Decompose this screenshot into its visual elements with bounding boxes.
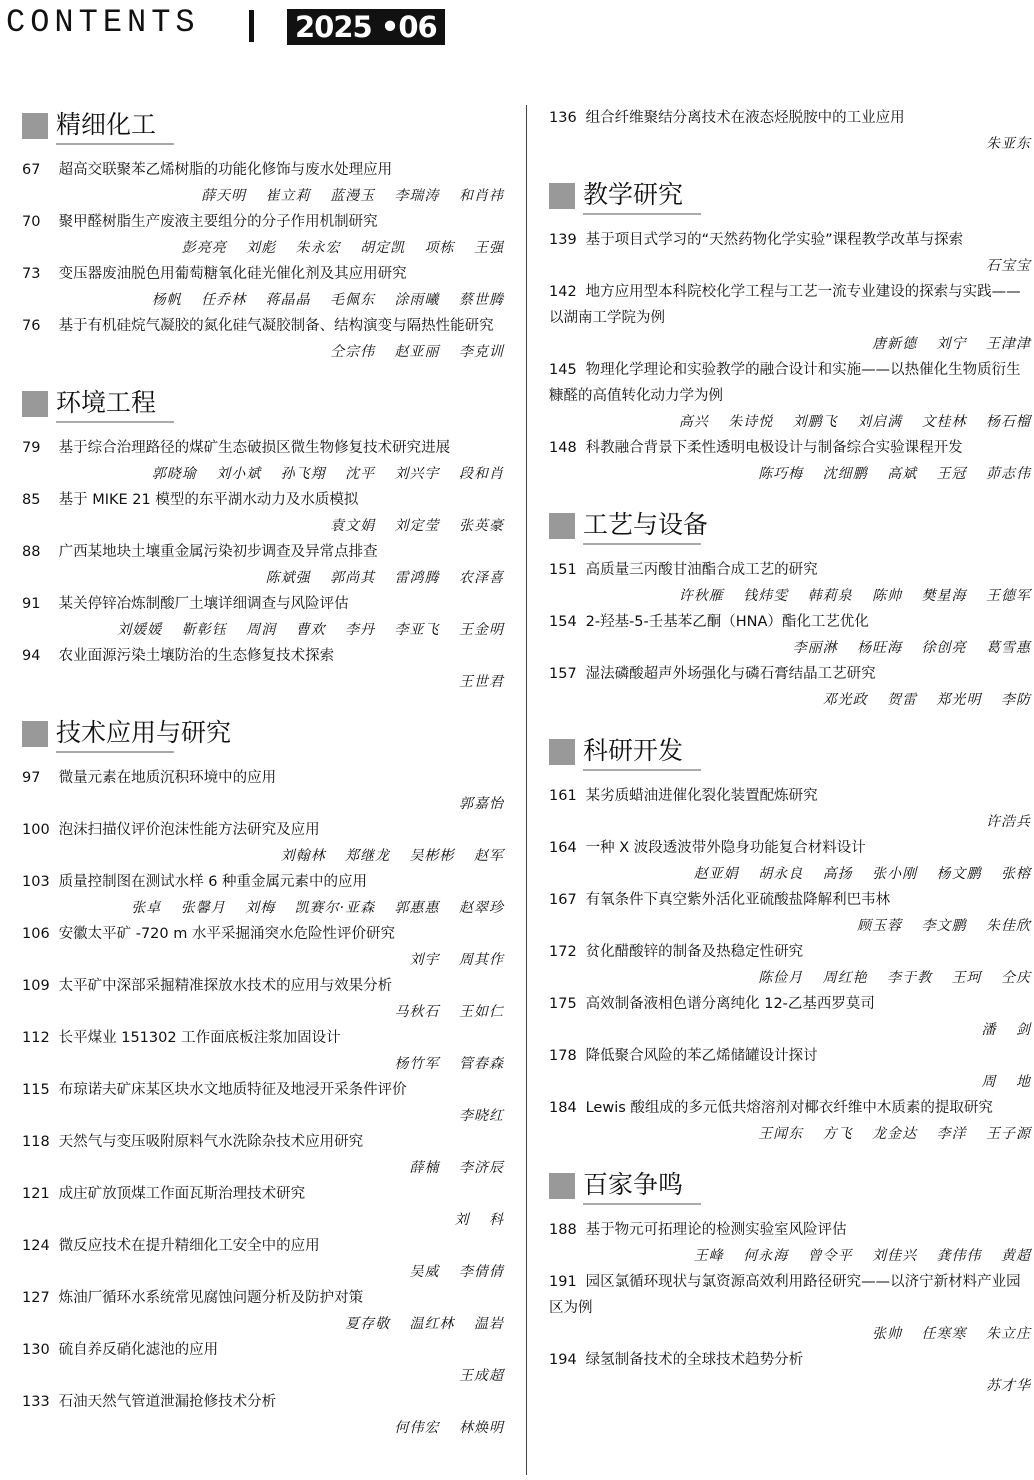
section-marker-icon bbox=[22, 113, 48, 139]
section-header bbox=[22, 713, 504, 763]
article-authors: 王峰 何永海 曾令平 刘佳兴 龚伟伟 黄超 bbox=[693, 1248, 1031, 1264]
article-authors: 顾玉蓉 李文鹏 朱佳欣 bbox=[857, 918, 1031, 934]
article-title-line bbox=[22, 1337, 504, 1363]
article-title: 贫化醋酸锌的制备及热稳定性研究 bbox=[585, 944, 804, 960]
article-entry[interactable] bbox=[549, 1347, 1031, 1399]
article-title-line bbox=[549, 783, 1031, 809]
article-entry[interactable] bbox=[549, 991, 1031, 1043]
article-entry[interactable] bbox=[549, 227, 1031, 279]
article-page-number: 139 bbox=[549, 232, 577, 248]
article-page-number: 157 bbox=[549, 666, 577, 682]
article-title-line bbox=[549, 1269, 1031, 1321]
article-authors: 杨帆 任乔林 蒋晶晶 毛佩东 涂雨曦 蔡世腾 bbox=[151, 292, 504, 308]
article-title-line bbox=[549, 609, 1031, 635]
article-entry[interactable] bbox=[22, 1233, 504, 1285]
article-title: 园区氯循环现状与氯资源高效利用路径研究——以济宁新材料产业园区为例 bbox=[549, 1274, 1021, 1316]
article-page-number: 142 bbox=[549, 284, 577, 300]
header-divider bbox=[249, 10, 254, 42]
article-page-number: 161 bbox=[549, 788, 577, 804]
article-title-line bbox=[22, 869, 504, 895]
article-title-line bbox=[549, 435, 1031, 461]
article-entry[interactable] bbox=[549, 835, 1031, 887]
article-authors: 张帅 任寒寒 朱立庄 bbox=[872, 1326, 1031, 1342]
article-title: 物理化学理论和实验教学的融合设计和实施——以热催化生物质衍生糠醛的高值转化动力学为例 bbox=[549, 362, 1021, 404]
article-authors: 刘翰林 郑继龙 吴彬彬 赵军 bbox=[280, 848, 504, 864]
article-title: 基于综合治理路径的煤矿生态破损区微生物修复技术研究进展 bbox=[58, 440, 451, 456]
article-page-number: 85 bbox=[22, 492, 41, 508]
article-title: 天然气与变压吸附原料气水洗除杂技术应用研究 bbox=[58, 1134, 364, 1150]
article-authors: 张卓 张馨月 刘梅 凯赛尔·亚森 郭惠惠 赵翠珍 bbox=[131, 900, 504, 916]
article-page-number: 79 bbox=[22, 440, 41, 456]
article-title-line bbox=[549, 279, 1031, 331]
article-title-line bbox=[549, 1095, 1031, 1121]
page-header bbox=[0, 0, 1034, 48]
article-entry[interactable] bbox=[549, 1095, 1031, 1147]
article-page-number: 97 bbox=[22, 770, 41, 786]
article-title: 炼油厂循环水系统常见腐蚀问题分析及防护对策 bbox=[58, 1290, 364, 1306]
section-title: 精细化工 bbox=[56, 110, 157, 139]
article-entry[interactable] bbox=[22, 261, 504, 313]
article-entry[interactable] bbox=[549, 557, 1031, 609]
section-underline bbox=[583, 1203, 701, 1205]
article-authors: 袁文娟 刘定莹 张英豪 bbox=[330, 518, 504, 534]
article-title-line bbox=[22, 591, 504, 617]
article-page-number: 121 bbox=[22, 1186, 50, 1202]
article-title: 微量元素在地质沉积环境中的应用 bbox=[58, 770, 277, 786]
article-entry[interactable] bbox=[22, 1337, 504, 1389]
article-page-number: 172 bbox=[549, 944, 577, 960]
article-page-number: 115 bbox=[22, 1082, 50, 1098]
article-page-number: 175 bbox=[549, 996, 577, 1012]
section-title: 科研开发 bbox=[583, 736, 684, 765]
article-entry[interactable] bbox=[549, 1043, 1031, 1095]
article-page-number: 100 bbox=[22, 822, 50, 838]
article-title-line bbox=[22, 921, 504, 947]
section-title: 环境工程 bbox=[56, 388, 157, 417]
article-authors: 周 地 bbox=[981, 1074, 1031, 1090]
article-title: 湿法磷酸超声外场强化与磷石膏结晶工艺研究 bbox=[585, 666, 876, 682]
article-authors: 薛楠 李济辰 bbox=[409, 1160, 504, 1176]
article-authors: 吴威 李倩倩 bbox=[409, 1264, 504, 1280]
article-title-line bbox=[549, 939, 1031, 965]
article-title-line bbox=[22, 157, 504, 183]
article-title: Lewis 酸组成的多元低共熔溶剂对椰衣纤维中木质素的提取研究 bbox=[585, 1100, 993, 1116]
article-authors: 郭嘉怡 bbox=[459, 796, 504, 812]
article-page-number: 148 bbox=[549, 440, 577, 456]
article-entry[interactable] bbox=[22, 1077, 504, 1129]
article-title: 基于项目式学习的“天然药物化学实验”课程教学改革与探索 bbox=[585, 232, 964, 248]
article-page-number: 109 bbox=[22, 978, 50, 994]
article-authors: 马秋石 王如仁 bbox=[394, 1004, 504, 1020]
article-title: 广西某地块土壤重金属污染初步调查及异常点排查 bbox=[58, 544, 378, 560]
article-page-number: 106 bbox=[22, 926, 50, 942]
article-authors: 陈巧梅 沈细鹏 高斌 王冠 茆志伟 bbox=[758, 466, 1031, 482]
article-authors: 郭晓瑜 刘小斌 孙飞翔 沈平 刘兴宇 段和肖 bbox=[151, 466, 504, 482]
article-title: 基于有机硅烷气凝胶的氮化硅气凝胶制备、结构演变与隔热性能研究 bbox=[58, 318, 494, 334]
article-entry[interactable] bbox=[549, 783, 1031, 835]
article-title-line bbox=[549, 991, 1031, 1017]
article-title: 微反应技术在提升精细化工安全中的应用 bbox=[58, 1238, 320, 1254]
article-page-number: 191 bbox=[549, 1274, 577, 1290]
article-entry[interactable] bbox=[22, 973, 504, 1025]
article-authors: 王世君 bbox=[459, 674, 504, 690]
article-page-number: 194 bbox=[549, 1352, 577, 1368]
article-entry[interactable] bbox=[22, 157, 504, 209]
article-page-number: 167 bbox=[549, 892, 577, 908]
article-title-line bbox=[549, 1043, 1031, 1069]
article-authors: 刘媛媛 靳彰钰 周润 曹欢 李丹 李亚飞 王金明 bbox=[117, 622, 504, 638]
article-authors: 王闻东 方飞 龙金达 李洋 王子源 bbox=[758, 1126, 1031, 1142]
article-title-line bbox=[549, 357, 1031, 409]
article-title: 长平煤业 151302 工作面底板注浆加固设计 bbox=[58, 1030, 341, 1046]
article-authors: 李丽淋 杨旺海 徐创亮 葛雪惠 bbox=[792, 640, 1031, 656]
article-authors: 何伟宏 林焕明 bbox=[394, 1420, 504, 1436]
section-title: 技术应用与研究 bbox=[56, 718, 232, 747]
article-entry[interactable] bbox=[549, 1269, 1031, 1347]
article-title: 农业面源污染土壤防治的生态修复技术探索 bbox=[58, 648, 335, 664]
article-entry[interactable] bbox=[549, 435, 1031, 487]
article-entry[interactable] bbox=[549, 939, 1031, 991]
article-title: 降低聚合风险的苯乙烯储罐设计探讨 bbox=[585, 1048, 818, 1064]
article-title: 变压器废油脱色用葡萄糖氧化硅光催化剂及其应用研究 bbox=[58, 266, 407, 282]
article-title: 安徽太平矿 -720 m 水平采掘涌突水危险性评价研究 bbox=[58, 926, 395, 942]
article-entry[interactable] bbox=[549, 1217, 1031, 1269]
article-title: 石油天然气管道泄漏抢修技术分析 bbox=[58, 1394, 277, 1410]
article-page-number: 91 bbox=[22, 596, 41, 612]
article-title-line bbox=[22, 435, 504, 461]
article-authors: 刘宇 周其作 bbox=[409, 952, 504, 968]
article-page-number: 73 bbox=[22, 266, 41, 282]
article-title-line bbox=[549, 835, 1031, 861]
issue-badge: 2025 •06 bbox=[287, 9, 445, 45]
section-marker-icon bbox=[549, 183, 575, 209]
section-header bbox=[22, 105, 504, 155]
article-authors: 薛天明 崔立莉 蓝漫玉 李瑞涛 和肖祎 bbox=[201, 188, 504, 204]
article-title: 某关停锌冶炼制酸厂土壤详细调查与风险评估 bbox=[58, 596, 349, 612]
article-entry[interactable] bbox=[22, 765, 504, 817]
article-title: 科教融合背景下柔性透明电极设计与制备综合实验课程开发 bbox=[585, 440, 963, 456]
article-page-number: 184 bbox=[549, 1100, 577, 1116]
article-title-line bbox=[22, 313, 504, 339]
article-title-line bbox=[22, 1181, 504, 1207]
article-authors: 唐新德 刘宁 王津津 bbox=[872, 336, 1031, 352]
article-entry[interactable] bbox=[22, 435, 504, 487]
article-title: 基于 MIKE 21 模型的东平湖水动力及水质模拟 bbox=[58, 492, 359, 508]
article-title: 2-羟基-5-壬基苯乙酮（HNA）酯化工艺优化 bbox=[585, 614, 869, 630]
article-title: 布琼诺夫矿床某区块水文地质特征及地浸开采条件评价 bbox=[58, 1082, 407, 1098]
article-entry[interactable] bbox=[22, 921, 504, 973]
right-column bbox=[549, 105, 1031, 1399]
article-title: 聚甲醛树脂生产废液主要组分的分子作用机制研究 bbox=[58, 214, 378, 230]
article-entry[interactable] bbox=[549, 279, 1031, 357]
section-title: 百家争鸣 bbox=[583, 1170, 684, 1199]
article-title: 高效制备液相色谱分离纯化 12-乙基西罗莫司 bbox=[585, 996, 875, 1012]
contents-heading: CONTENTS bbox=[6, 4, 200, 41]
section-marker-icon bbox=[22, 721, 48, 747]
left-column bbox=[22, 105, 504, 1441]
section-title: 教学研究 bbox=[583, 180, 684, 209]
article-authors: 陈俭月 周红艳 李于教 王珂 仝庆 bbox=[758, 970, 1031, 986]
article-title: 泡沫扫描仪评价泡沫性能方法研究及应用 bbox=[58, 822, 320, 838]
article-authors: 仝宗伟 赵亚丽 李克训 bbox=[330, 344, 504, 360]
article-authors: 许秋雁 钱炜雯 韩莉泉 陈帅 樊星海 王德军 bbox=[678, 588, 1031, 604]
section-header bbox=[549, 1165, 1031, 1215]
article-title: 硫自养反硝化滤池的应用 bbox=[58, 1342, 219, 1358]
article-page-number: 130 bbox=[22, 1342, 50, 1358]
article-page-number: 118 bbox=[22, 1134, 50, 1150]
article-entry[interactable] bbox=[22, 817, 504, 869]
article-title: 地方应用型本科院校化学工程与工艺一流专业建设的探索与实践——以湖南工学院为例 bbox=[549, 284, 1021, 326]
article-title-line bbox=[549, 661, 1031, 687]
article-page-number: 103 bbox=[22, 874, 50, 890]
article-authors: 赵亚娟 胡永良 高扬 张小刚 杨文鹏 张榕 bbox=[693, 866, 1031, 882]
article-authors: 王成超 bbox=[459, 1368, 504, 1384]
article-entry[interactable] bbox=[549, 105, 1031, 157]
article-title: 超高交联聚苯乙烯树脂的功能化修饰与废水处理应用 bbox=[58, 162, 393, 178]
article-title-line bbox=[22, 1285, 504, 1311]
article-title: 太平矿中深部采掘精准探放水技术的应用与效果分析 bbox=[58, 978, 393, 994]
article-title-line bbox=[22, 1077, 504, 1103]
article-authors: 高兴 朱诗悦 刘鹏飞 刘启满 文桂林 杨石榴 bbox=[678, 414, 1031, 430]
article-authors: 杨竹军 管春森 bbox=[394, 1056, 504, 1072]
article-title-line bbox=[549, 1217, 1031, 1243]
article-authors: 刘 科 bbox=[454, 1212, 504, 1228]
article-page-number: 88 bbox=[22, 544, 41, 560]
article-page-number: 70 bbox=[22, 214, 41, 230]
section-marker-icon bbox=[22, 391, 48, 417]
section-marker-icon bbox=[549, 1173, 575, 1199]
article-entry[interactable] bbox=[22, 487, 504, 539]
article-entry[interactable] bbox=[549, 357, 1031, 435]
article-page-number: 127 bbox=[22, 1290, 50, 1306]
article-entry[interactable] bbox=[22, 591, 504, 643]
article-title: 一种 X 波段透波带外隐身功能复合材料设计 bbox=[585, 840, 866, 856]
article-title-line bbox=[22, 817, 504, 843]
article-title-line bbox=[549, 105, 1031, 131]
section-underline bbox=[56, 751, 174, 753]
article-entry[interactable] bbox=[22, 1181, 504, 1233]
article-entry[interactable] bbox=[22, 869, 504, 921]
article-page-number: 136 bbox=[549, 110, 577, 126]
section-underline bbox=[583, 213, 701, 215]
section-header bbox=[549, 731, 1031, 781]
article-page-number: 154 bbox=[549, 614, 577, 630]
article-title: 成庄矿放顶煤工作面瓦斯治理技术研究 bbox=[58, 1186, 306, 1202]
article-entry[interactable] bbox=[549, 887, 1031, 939]
article-title-line bbox=[22, 1025, 504, 1051]
article-entry[interactable] bbox=[22, 1389, 504, 1441]
article-title: 组合纤维聚结分离技术在液态烃脱胺中的工业应用 bbox=[585, 110, 905, 126]
article-authors: 邓光政 贺雷 郑光明 李防 bbox=[822, 692, 1031, 708]
article-authors: 李晓红 bbox=[459, 1108, 504, 1124]
article-title-line bbox=[22, 1389, 504, 1415]
article-authors: 石宝宝 bbox=[986, 258, 1031, 274]
article-page-number: 188 bbox=[549, 1222, 577, 1238]
section-underline bbox=[583, 543, 701, 545]
article-page-number: 164 bbox=[549, 840, 577, 856]
section-header bbox=[22, 383, 504, 433]
article-authors: 陈斌强 郭尚其 雷鸿腾 农泽喜 bbox=[265, 570, 504, 586]
article-title: 质量控制图在测试水样 6 种重金属元素中的应用 bbox=[58, 874, 368, 890]
article-entry[interactable] bbox=[22, 643, 504, 695]
section-marker-icon bbox=[549, 513, 575, 539]
article-title: 某劣质蜡油进催化裂化装置配炼研究 bbox=[585, 788, 818, 804]
article-title-line bbox=[549, 227, 1031, 253]
column-divider bbox=[526, 105, 527, 1475]
section-header bbox=[549, 505, 1031, 555]
article-title-line bbox=[22, 539, 504, 565]
section-marker-icon bbox=[549, 739, 575, 765]
article-entry[interactable] bbox=[22, 539, 504, 591]
article-title-line bbox=[22, 973, 504, 999]
article-title-line bbox=[22, 487, 504, 513]
article-page-number: 133 bbox=[22, 1394, 50, 1410]
article-title-line bbox=[22, 643, 504, 669]
section-underline bbox=[583, 769, 701, 771]
article-title: 基于物元可拓理论的检测实验室风险评估 bbox=[585, 1222, 847, 1238]
article-title-line bbox=[549, 557, 1031, 583]
article-entry[interactable] bbox=[22, 209, 504, 261]
article-entry[interactable] bbox=[22, 1129, 504, 1181]
article-title: 绿氢制备技术的全球技术趋势分析 bbox=[585, 1352, 804, 1368]
article-entry[interactable] bbox=[549, 661, 1031, 713]
section-title: 工艺与设备 bbox=[583, 510, 709, 539]
article-title-line bbox=[22, 261, 504, 287]
section-underline bbox=[56, 421, 174, 423]
article-authors: 苏才华 bbox=[986, 1378, 1031, 1394]
article-entry[interactable] bbox=[22, 313, 504, 365]
article-page-number: 94 bbox=[22, 648, 41, 664]
section-underline bbox=[56, 143, 174, 145]
article-entry[interactable] bbox=[22, 1025, 504, 1077]
article-title-line bbox=[22, 1129, 504, 1155]
article-page-number: 112 bbox=[22, 1030, 50, 1046]
article-title-line bbox=[549, 887, 1031, 913]
article-authors: 朱亚东 bbox=[986, 136, 1031, 152]
article-title-line bbox=[22, 765, 504, 791]
article-page-number: 124 bbox=[22, 1238, 50, 1254]
article-title-line bbox=[549, 1347, 1031, 1373]
section-header bbox=[549, 175, 1031, 225]
article-entry[interactable] bbox=[549, 609, 1031, 661]
article-title: 高质量三丙酸甘油酯合成工艺的研究 bbox=[585, 562, 818, 578]
article-page-number: 178 bbox=[549, 1048, 577, 1064]
article-authors: 夏存敬 温红林 温岩 bbox=[345, 1316, 504, 1332]
article-page-number: 151 bbox=[549, 562, 577, 578]
article-page-number: 67 bbox=[22, 162, 41, 178]
article-authors: 彭亮亮 刘彪 朱永宏 胡定凯 项栋 王强 bbox=[181, 240, 504, 256]
article-page-number: 76 bbox=[22, 318, 41, 334]
article-authors: 潘 剑 bbox=[981, 1022, 1031, 1038]
article-title-line bbox=[22, 1233, 504, 1259]
article-entry[interactable] bbox=[22, 1285, 504, 1337]
article-page-number: 145 bbox=[549, 362, 577, 378]
article-title: 有氧条件下真空紫外活化亚硫酸盐降解利巴韦林 bbox=[585, 892, 891, 908]
article-title-line bbox=[22, 209, 504, 235]
article-authors: 许浩兵 bbox=[986, 814, 1031, 830]
